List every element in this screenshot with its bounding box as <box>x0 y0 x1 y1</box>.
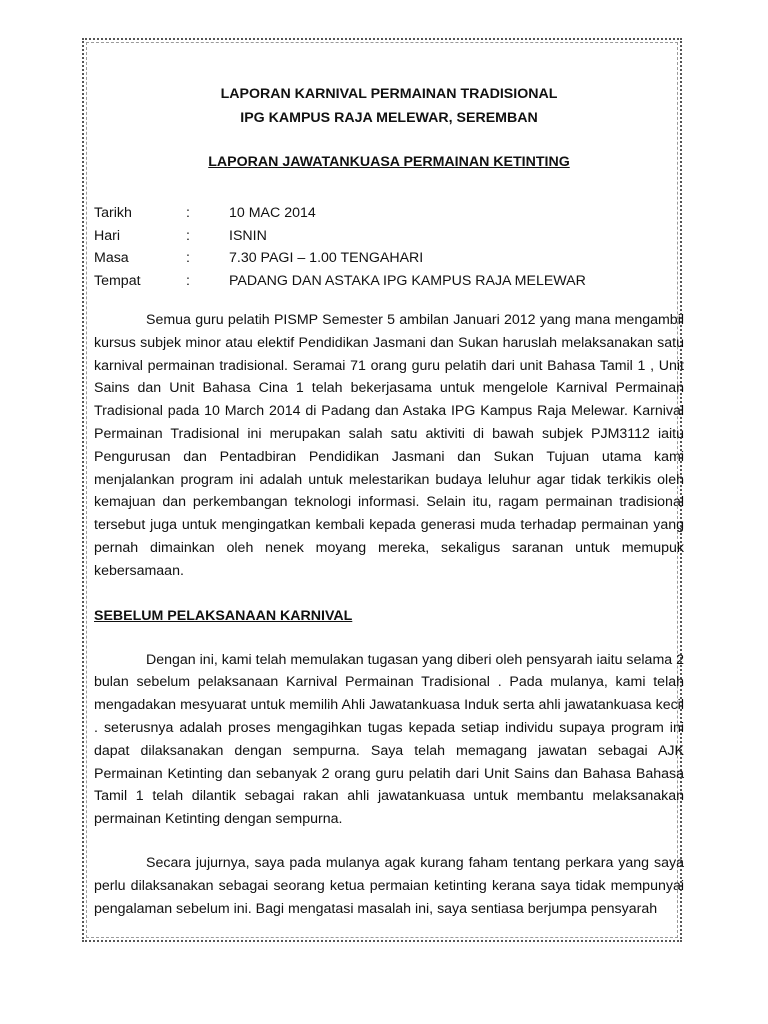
body-paragraph-intro: Semua guru pelatih PISMP Semester 5 ambilan Januari 2012 yang mana mengambil kursus subjek minor atau elektif Pendidikan Jasmani dan Sukan haruslah melaksanakan satu karnival permainan tradisional. Seramai 71 orang guru pelatih dari unit Bahasa Tamil 1 , Unit Sains dan Unit Bahasa Cina 1 telah bekerjasama untuk mengelole Karnival Permainan Tradisional pada 10 March 2014 di Padang dan Astaka IPG Kampus Raja Melewar. Karnival Permainan Tradisional ini merupakan salah satu aktiviti di bawah subjek PJM3112 iaitu Pengurusan dan Pentadbiran Pendidikan Jasmani dan Sukan Tujuan utama kami menjalankan program ini adalah untuk melestarikan budaya leluhur agar tidak terkikis oleh kemajuan dan perkembangan teknologi informasi. Selain itu, ragam permainan tradisional tersebut juga untuk mengingatkan kembali kepada generasi muda terhadap permainan yang pernah dimainkan oleh nenek moyang mereka, sekaligus saranan untuk memupuk kebersamaan. <box>94 312 684 579</box>
body-paragraph-preparation: Dengan ini, kami telah memulakan tugasan yang diberi oleh pensyarah iaitu selama 2 bulan sebelum pelaksanaan Karnival Permainan Tradisional . Pada mulanya, kami telah mengadakan mesyuarat untuk memilih Ahli Jawatankuasa Induk serta ahli jawatankuasa kecil . seterusnya adalah proses mengagihkan tugas kepada setiap individu supaya program ini dapat dilaksanakan dengan sempurna. Saya telah memagang jawatan sebagai AJK Permainan Ketinting dan sebanyak 2 orang guru pelatih dari Unit Sains dan Bahasa Bahasa Tamil 1 telah dilantik sebagai rakan ahli jawatankuasa untuk membantu melaksanakan permainan Ketinting dengan sempurna. <box>94 651 684 828</box>
meta-separator: : <box>186 227 190 244</box>
meta-separator: : <box>186 205 190 221</box>
meta-value: 7.30 PAGI – 1.00 TENGAHARI <box>229 250 424 266</box>
report-title: LAPORAN KARNIVAL PERMAINAN TRADISIONAL <box>220 86 558 102</box>
meta-key: Masa <box>94 250 129 266</box>
meta-row-hari <box>94 225 684 248</box>
meta-key: Tempat <box>94 272 141 289</box>
meta-key: Hari <box>94 227 121 244</box>
meta-row-masa <box>94 247 684 270</box>
meta-row-tempat <box>94 270 684 293</box>
report-institution: IPG KAMPUS RAJA MELEWAR, SEREMBAN <box>240 110 538 126</box>
meta-value: 10 MAC 2014 <box>229 205 316 221</box>
body-paragraph-experience: Secara jujurnya, saya pada mulanya agak kurang faham tentang perkara yang saya perlu dilaksanakan sebagai seorang ketua permaian ketinting kerana saya tidak mempunyai pengalaman sebelum ini. Bagi mengatasi masalah ini, saya sentiasa berjumpa pensyarah <box>94 854 684 917</box>
meta-separator: : <box>186 250 190 266</box>
report-subtitle: LAPORAN JAWATANKUASA PERMAINAN KETINTING <box>208 154 570 170</box>
document-content <box>94 82 684 920</box>
meta-key: Tarikh <box>94 205 132 221</box>
meta-table <box>94 202 684 292</box>
meta-value: PADANG DAN ASTAKA IPG KAMPUS RAJA MELEWAR <box>229 272 586 289</box>
meta-row-tarikh <box>94 202 684 225</box>
section-heading: SEBELUM PELAKSANAAN KARNIVAL <box>94 607 353 624</box>
meta-value: ISNIN <box>229 227 267 244</box>
meta-separator: : <box>186 272 190 289</box>
